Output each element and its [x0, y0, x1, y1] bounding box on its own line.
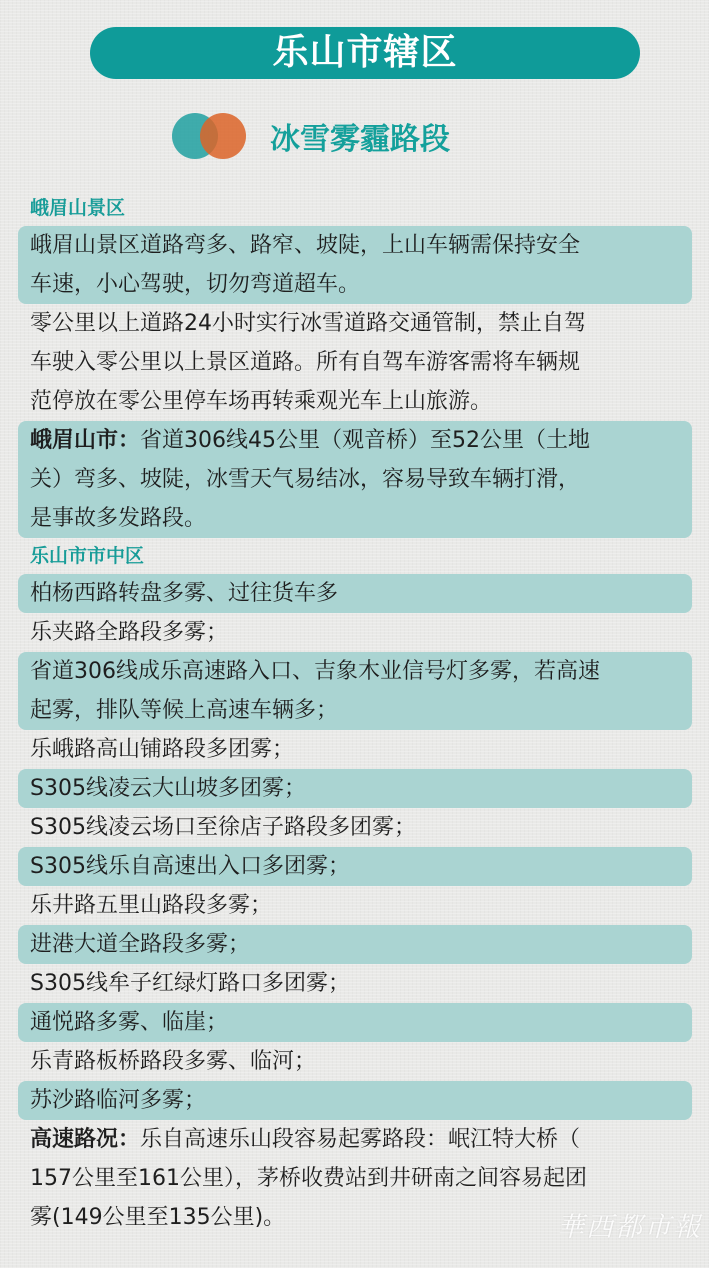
list-item	[18, 1081, 692, 1120]
text-line: 乐井路五里山路段多雾；	[30, 893, 273, 918]
list-item	[18, 1003, 692, 1042]
paragraph	[18, 421, 692, 538]
text-line	[30, 1120, 680, 1159]
list-item	[18, 730, 692, 769]
list-item	[18, 886, 692, 925]
text-line: 省道306线成乐高速路入口、吉象木业信号灯多雾，若高速	[30, 659, 600, 684]
text-line: 柏杨西路转盘多雾、过往货车多	[30, 581, 339, 606]
label: 峨眉山市：	[30, 428, 141, 453]
text-line: 车驶入零公里以上景区道路。所有自驾车游客需将车辆规	[30, 350, 581, 375]
section-title	[172, 112, 450, 160]
list-item	[18, 769, 692, 808]
text-line: 雾(149公里至135公里)。	[30, 1205, 286, 1230]
paragraph	[18, 226, 692, 304]
text-line: S305线牟子红绿灯路口多团雾；	[30, 971, 350, 996]
overlapping-circles-icon	[172, 113, 248, 159]
text-line: S305线凌云大山坡多团雾；	[30, 776, 306, 801]
list-item	[18, 964, 692, 1003]
text: 乐自高速乐山段容易起雾路段：岷江特大桥（	[140, 1127, 581, 1152]
text-line: 峨眉山景区道路弯多、路窄、坡陡，上山车辆需保持安全	[30, 233, 581, 258]
list-item	[18, 808, 692, 847]
text-line: 是事故多发路段。	[30, 506, 207, 531]
newspaper-logo: 華西都市報	[557, 1212, 702, 1243]
text-line: 苏沙路临河多雾；	[30, 1088, 207, 1113]
text-line	[30, 421, 680, 460]
text-line: 乐夹路全路段多雾；	[30, 620, 229, 645]
text-line: S305线凌云场口至徐店子路段多团雾；	[30, 815, 416, 840]
list-item	[18, 574, 692, 613]
list-item	[18, 652, 692, 730]
text-line: 关）弯多、坡陡，冰雪天气易结冰，容易导致车辆打滑，	[30, 467, 581, 492]
text-line: 乐青路板桥路段多雾、临河；	[30, 1049, 317, 1074]
list-item	[18, 847, 692, 886]
text-line: S305线乐自高速出入口多团雾；	[30, 854, 350, 879]
text-line: 通悦路多雾、临崖；	[30, 1010, 229, 1035]
text-line: 零公里以上道路24小时实行冰雪道路交通管制，禁止自驾	[30, 311, 586, 336]
content	[18, 190, 692, 1237]
text-line: 车速，小心驾驶，切勿弯道超车。	[30, 272, 361, 297]
text-line: 乐峨路高山铺路段多团雾；	[30, 737, 295, 762]
text-line: 起雾，排队等候上高速车辆多；	[30, 698, 339, 723]
heading-shizhong: 乐山市市中区	[30, 545, 145, 567]
subtitle: 冰雪雾霾路段	[270, 122, 450, 157]
list-item	[18, 925, 692, 964]
paragraph	[18, 304, 692, 421]
label: 高速路况：	[30, 1127, 141, 1152]
list-item	[18, 613, 692, 652]
text-line: 157公里至161公里），茅桥收费站到井研南之间容易起团	[30, 1166, 587, 1191]
text-line: 进港大道全路段多雾；	[30, 932, 251, 957]
heading-emeishan: 峨眉山景区	[30, 197, 126, 219]
text-line: 范停放在零公里停车场再转乘观光车上山旅游。	[30, 389, 493, 414]
list-item	[18, 1042, 692, 1081]
text: 省道306线45公里（观音桥）至52公里（土地	[140, 428, 590, 453]
region-banner: 乐山市辖区	[90, 27, 640, 79]
